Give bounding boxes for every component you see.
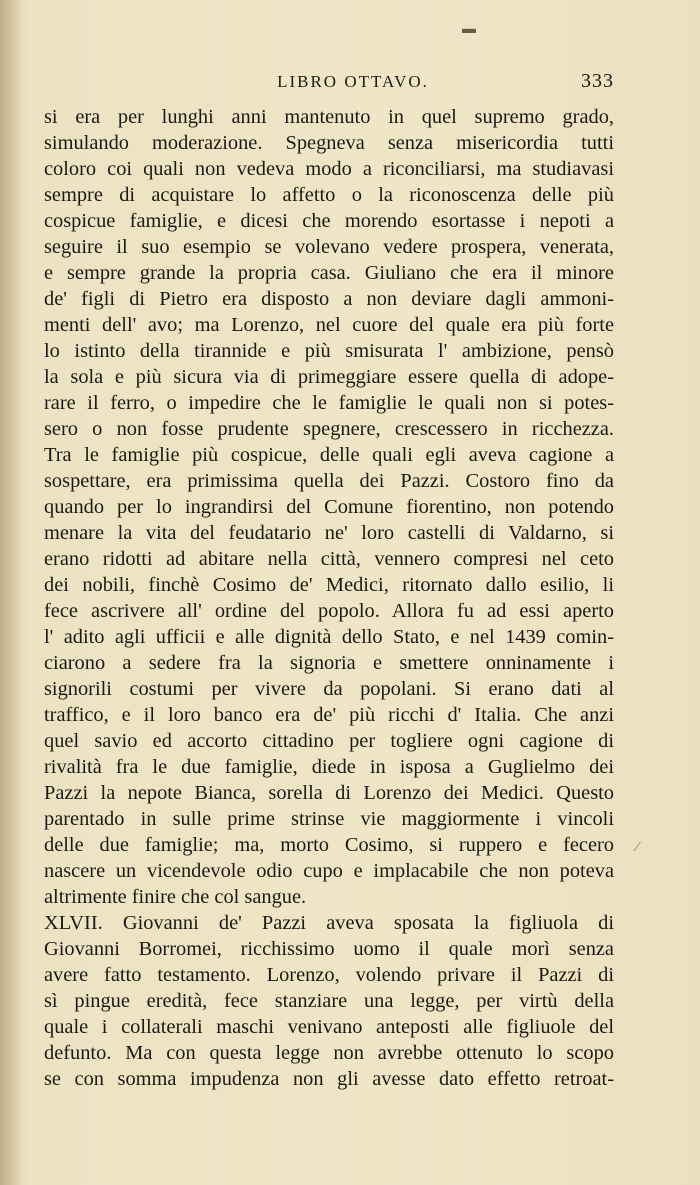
text-line: quale i collaterali maschi venivano anteposti alle figliuole del <box>44 1016 614 1038</box>
text-line: avere fatto testamento. Lorenzo, volendo privare il Pazzi di <box>44 964 614 986</box>
text-line: si era per lunghi anni mantenuto in quel supremo grado, <box>44 106 614 128</box>
text-line: menti dell' avo; ma Lorenzo, nel cuore del quale era più forte <box>44 314 614 336</box>
page-gutter-shadow <box>0 0 22 1185</box>
print-speck-mark: ▬ <box>462 22 476 37</box>
body-text <box>44 104 614 1092</box>
text-line: lo istinto della tirannide e più smisurata l' ambizione, pensò <box>44 340 614 362</box>
text-line: Pazzi la nepote Bianca, sorella di Lorenzo dei Medici. Questo <box>44 782 614 804</box>
text-line: defunto. Ma con questa legge non avrebbe ottenuto lo scopo <box>44 1042 614 1064</box>
text-line: cospicue famiglie, e dicesi che morendo esortasse i nepoti a <box>44 210 614 232</box>
text-line: rivalità fra le due famiglie, diede in isposa a Guglielmo dei <box>44 756 614 778</box>
text-line: fece ascrivere all' ordine del popolo. Allora fu ad essi aperto <box>44 600 614 622</box>
text-line: ciarono a sedere fra la signoria e smettere onninamente i <box>44 652 614 674</box>
text-line: Tra le famiglie più cospicue, delle quali egli aveva cagione a <box>44 444 614 466</box>
text-line: delle due famiglie; ma, morto Cosimo, si ruppero e fecero <box>44 834 614 856</box>
text-line: la sola e più sicura via di primeggiare essere quella di adope- <box>44 366 614 388</box>
text-line: l' adito agli ufficii e alle dignità dello Stato, e nel 1439 comin- <box>44 626 614 648</box>
text-line: seguire il suo esempio se volevano vedere prospera, venerata, <box>44 236 614 258</box>
text-line: sì pingue eredità, fece stanziare una legge, per virtù della <box>44 990 614 1012</box>
text-line: signorili costumi per vivere da popolani. Si erano dati al <box>44 678 614 700</box>
text-line: altrimente finire che col sangue. <box>44 886 307 908</box>
text-line: e sempre grande la propria casa. Giuliano che era il minore <box>44 262 614 284</box>
text-line: simulando moderazione. Spegneva senza misericordia tutti <box>44 132 614 154</box>
text-line: Giovanni Borromei, ricchissimo uomo il quale morì senza <box>44 938 614 960</box>
page-number: 333 <box>581 70 614 92</box>
running-title: LIBRO OTTAVO. <box>277 72 429 91</box>
text-line: rare il ferro, o impedire che le famiglie le quali non si potes- <box>44 392 614 414</box>
text-line: traffico, e il loro banco era de' più ricchi d' Italia. Che anzi <box>44 704 614 726</box>
text-line: quel savio ed accorto cittadino per togliere ogni cagione di <box>44 730 614 752</box>
text-line: parentado in sulle prime strinse vie maggiormente i vincoli <box>44 808 614 830</box>
text-line: coloro coi quali non vedeva modo a riconciliarsi, ma studiavasi <box>44 158 614 180</box>
text-line: dei nobili, finchè Cosimo de' Medici, ritornato dallo esilio, li <box>44 574 614 596</box>
text-line: sospettare, era primissima quella dei Pazzi. Costoro fino da <box>44 470 614 492</box>
text-line: quando per lo ingrandirsi del Comune fiorentino, non potendo <box>44 496 614 518</box>
text-line: se con somma impudenza non gli avesse dato effetto retroat- <box>44 1068 614 1090</box>
text-line: de' figli di Pietro era disposto a non deviare dagli ammoni- <box>44 288 614 310</box>
margin-pencil-mark: ⁄ <box>636 840 639 855</box>
text-line: nascere un vicendevole odio cupo e implacabile che non poteva <box>44 860 614 882</box>
text-line: menare la vita del feudatario ne' loro castelli di Valdarno, si <box>44 522 614 544</box>
text-line: sempre di acquistare lo affetto o la riconoscenza delle più <box>44 184 614 206</box>
text-line: sero o non fosse prudente spegnere, crescessero in ricchezza. <box>44 418 614 440</box>
text-line: erano ridotti ad abitare nella città, vennero compresi nel ceto <box>44 548 614 570</box>
page-header <box>44 70 614 102</box>
text-line: XLVII. Giovanni de' Pazzi aveva sposata la figliuola di <box>44 912 614 934</box>
